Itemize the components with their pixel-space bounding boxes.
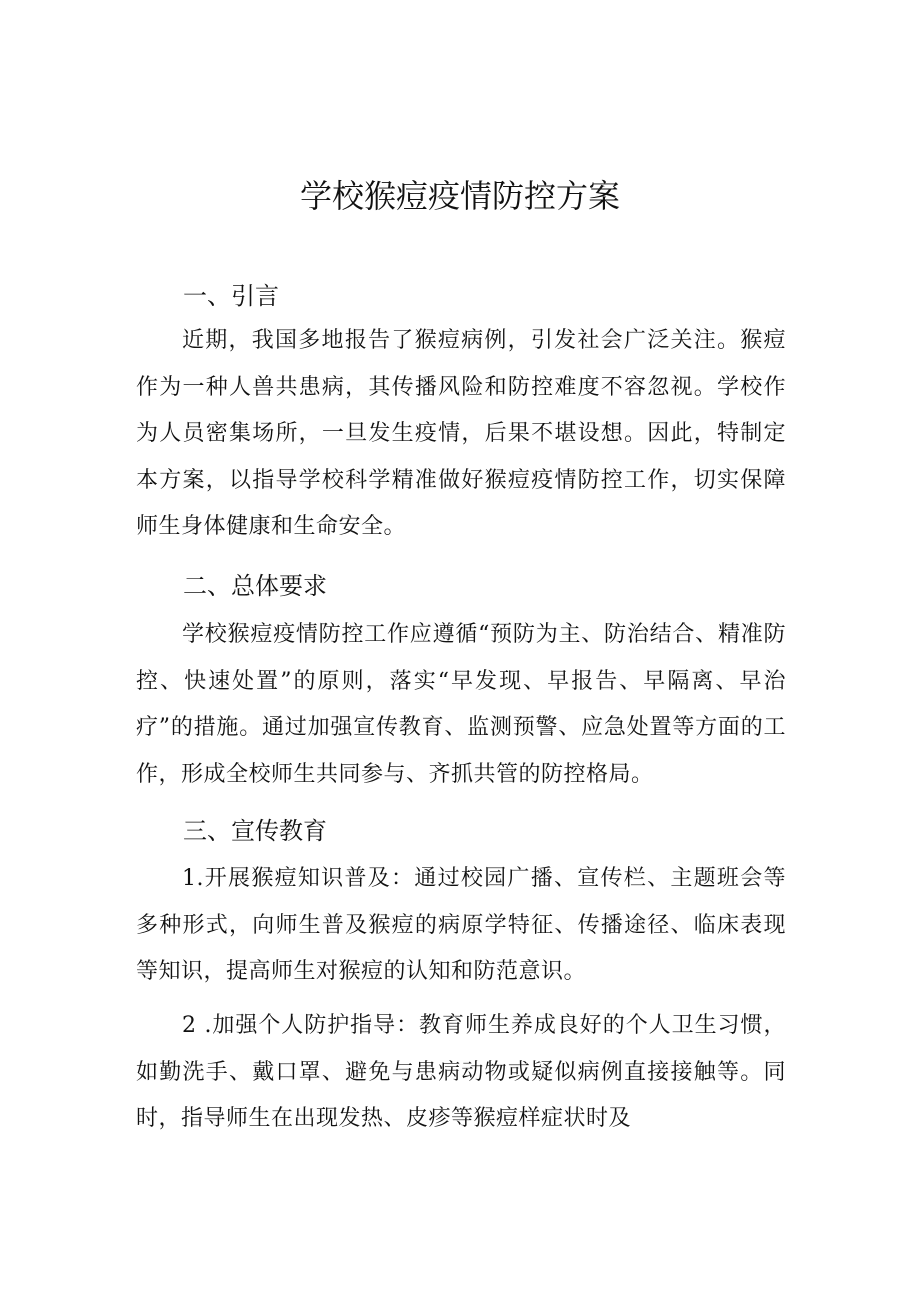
section-heading-introduction: 一、引言 [183,282,279,310]
document-title: 学校猴痘疫情防控方案 [299,177,620,215]
section-paragraph: 2 .加强个人防护指导：教育师生养成良好的个人卫生习惯，如勤洗手、戴口罩、避免与患病动物或疑似病例直接接触等。同时，指导师生在出现发热、皮疹等猴痘样症状时及 [136,1013,786,1131]
section-paragraph: 学校猴痘疫情防控工作应遵循“预防为主、防治结合、精准防控、快速处置”的原则，落实“早发现、早报告、早隔离、早治疗”的措施。通过加强宣传教育、监测预警、应急处置等方面的工作，形成全校师生共同参与、齐抓共管的防控格局。 [136,622,786,787]
section-heading-general-requirements: 二、总体要求 [183,572,327,600]
section-heading-publicity-education: 三、宣传教育 [183,817,327,845]
section-paragraph: 1.开展猴痘知识普及：通过校园广播、宣传栏、主题班会等多种形式，向师生普及猴痘的病原学特征、传播途径、临床表现等知识，提高师生对猴痘的认知和防范意识。 [136,866,786,984]
section-paragraph: 近期，我国多地报告了猴痘病例，引发社会广泛关注。猴痘作为一种人兽共患病，其传播风险和防控难度不容忽视。学校作为人员密集场所，一旦发生疫情，后果不堪设想。因此，特制定本方案，以指导学校科学精准做好猴痘疫情防控工作，切实保障师生身体健康和生命安全。 [136,328,786,539]
